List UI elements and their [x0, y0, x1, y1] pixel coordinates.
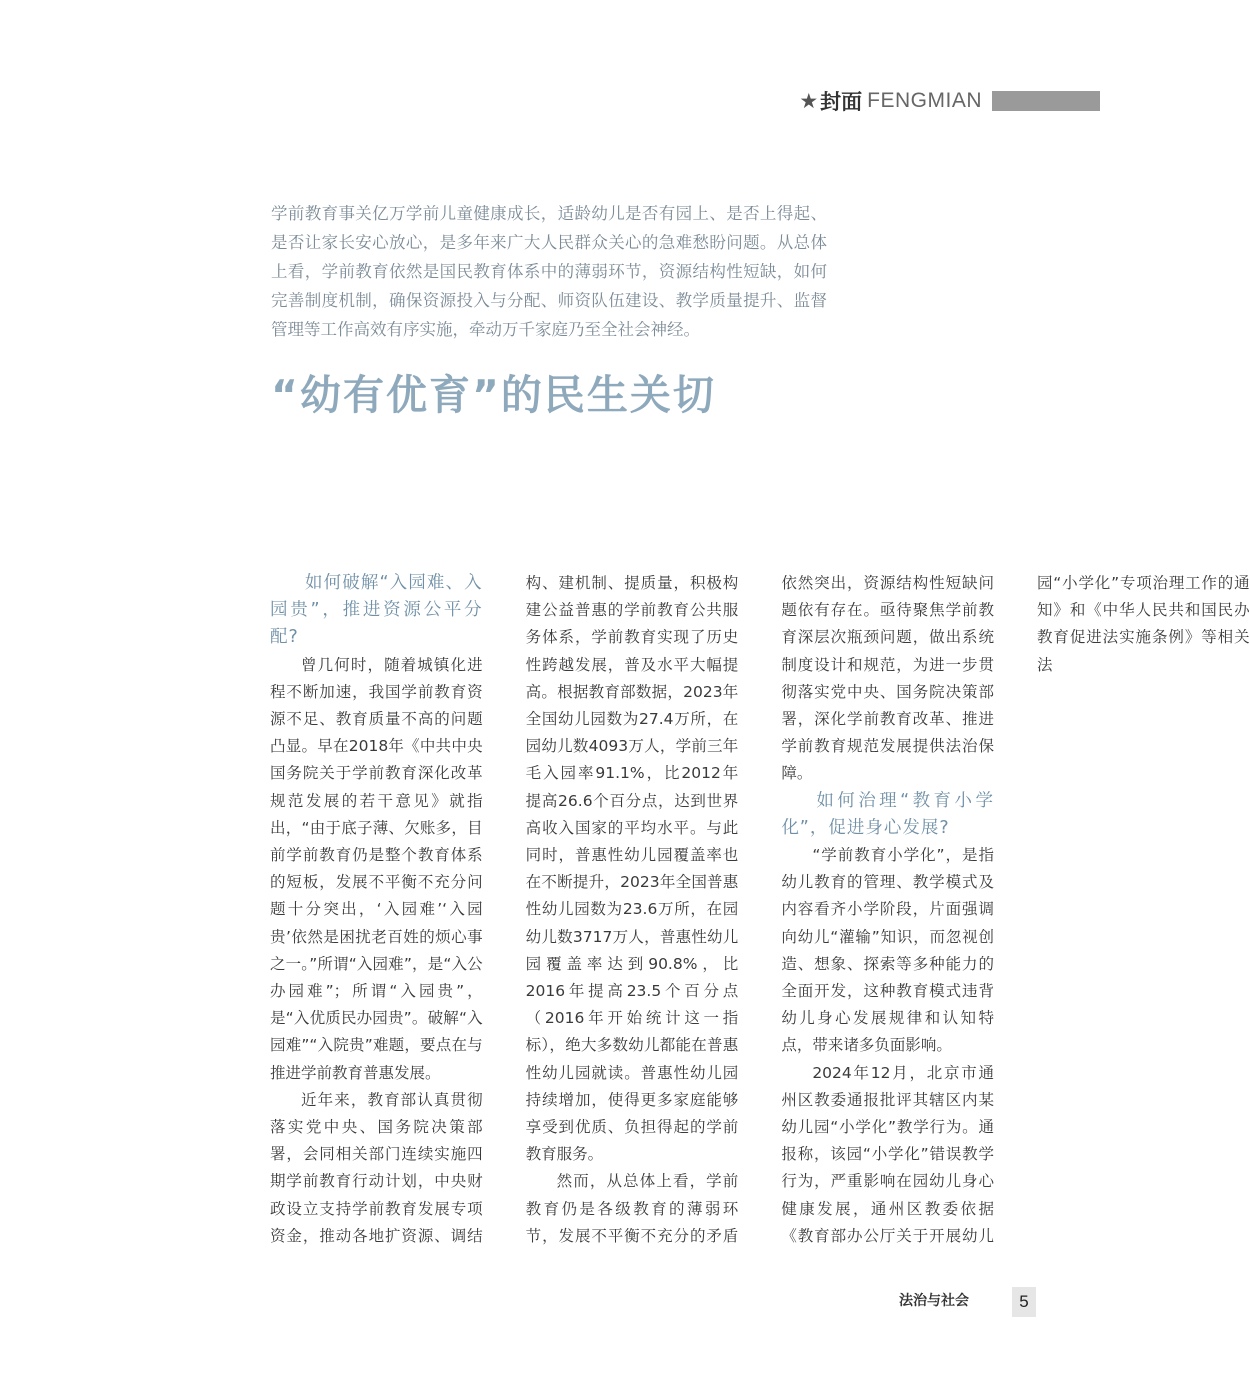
section-label-pinyin: FENGMIAN [867, 89, 982, 112]
section-label: 封面 [820, 90, 863, 114]
subheading-primary-school-tendency: 如何治理“教育小学化”，促进身心发展? [781, 790, 994, 838]
page-number: 5 [1012, 1287, 1036, 1317]
article-body [270, 570, 1250, 1270]
body-paragraph: 2024年12月，北京市通州区教委通报批评其辖区内某幼儿园“小学化”教学行为。通报称，该园“小学化”错误教学行为，严重影响在园幼儿身心健康发展，通州区教委依据《教育部办公厅关于开展幼儿园“小学化”专项治理工作的通知》和《中华人民共和国民办教育促进法实施条例》等相关法 [781, 574, 1250, 1245]
body-paragraph: 近年来，教育部认真贯彻落实党中央、国务院决策部署，会同相关部门连续实施四期学前教育行动计划，中央财政设立支持学前教育发展专项资金，推动各地扩资源、调结构、建机制、提质量，积极构建公益普惠的学前教育公共服务体系，学前教育实现了历史性跨越发展，普及水平大幅提高。根据教育部数据，2023年全国幼儿园数为27.4万所，在园幼儿数4093万人，学前三年毛入园率91.1%，比2012年提高26.6个百分点，达到世界高收入国家的平均水平。与此同时，普惠性幼儿园覆盖率也在不断提升，2023年全国普惠性幼儿园数为23.6万所，在园幼儿数3717万人，普惠性幼儿园覆盖率达到90.8%，比2016年提高23.5个百分点（2016年开始统计这一指标），绝大多数幼儿都能在普惠性幼儿园就读。普惠性幼儿园持续增加，使得更多家庭能够享受到优质、负担得起的学前教育服务。 [270, 574, 739, 1245]
lead-paragraph: 学前教育事关亿万学前儿童健康成长，适龄幼儿是否有园上、是否上得起、是否让家长安心放心，是多年来广大人民群众关心的急难愁盼问题。从总体上看，学前教育依然是国民教育体系中的薄弱环节，资源结构性短缺，如何完善制度机制，确保资源投入与分配、师资队伍建设、教学质量提升、监督管理等工作高效有序实施，牵动万千家庭乃至全社会神经。 [271, 204, 827, 339]
article-title: “幼有优育”的民生关切 [271, 371, 716, 419]
section-bar [992, 91, 1100, 111]
magazine-name: 法治与社会 [899, 1293, 969, 1309]
body-paragraph: 然而，从总体上看，学前教育仍是各级教育的薄弱环节，发展不平衡不充分的矛盾依然突出，资源结构性短缺问题依有存在。亟待聚焦学前教育深层次瓶颈问题，做出系统制度设计和规范，为进一步贯彻落实党中央、国务院决策部署，深化学前教育改革、推进学前教育规范发展提供法治保障。 [525, 574, 994, 1245]
subheading-access: 如何破解“入园难、入园贵”，推进资源公平分配? [270, 573, 483, 648]
body-paragraph: 曾几何时，随着城镇化进程不断加速，我国学前教育资源不足、教育质量不高的问题凸显。早在2018年《中共中央 国务院关于学前教育深化改革规范发展的若干意见》就指出，“由于底子薄、欠账多，目前学前教育仍是整个教育体系的短板，发展不平衡不充分问题十分突出，‘入园难’‘入园贵’依然是困扰老百姓的烦心事之一。”所谓“入园难”，是“入公办园难”；所谓“入园贵”，是“入优质民办园贵”。破解“入园难”“入院贵”难题，要点在与推进学前教育普惠发展。 [270, 655, 483, 1082]
star-icon: ★ [799, 89, 819, 113]
section-header [799, 84, 1100, 118]
body-paragraph: “学前教育小学化”，是指幼儿教育的管理、教学模式及内容看齐小学阶段，片面强调向幼儿“灌输”知识，而忽视创造、想象、探索等多种能力的全面开发，这种教育模式违背幼儿身心发展规律和认知特点，带来诸多负面影响。 [781, 846, 994, 1055]
